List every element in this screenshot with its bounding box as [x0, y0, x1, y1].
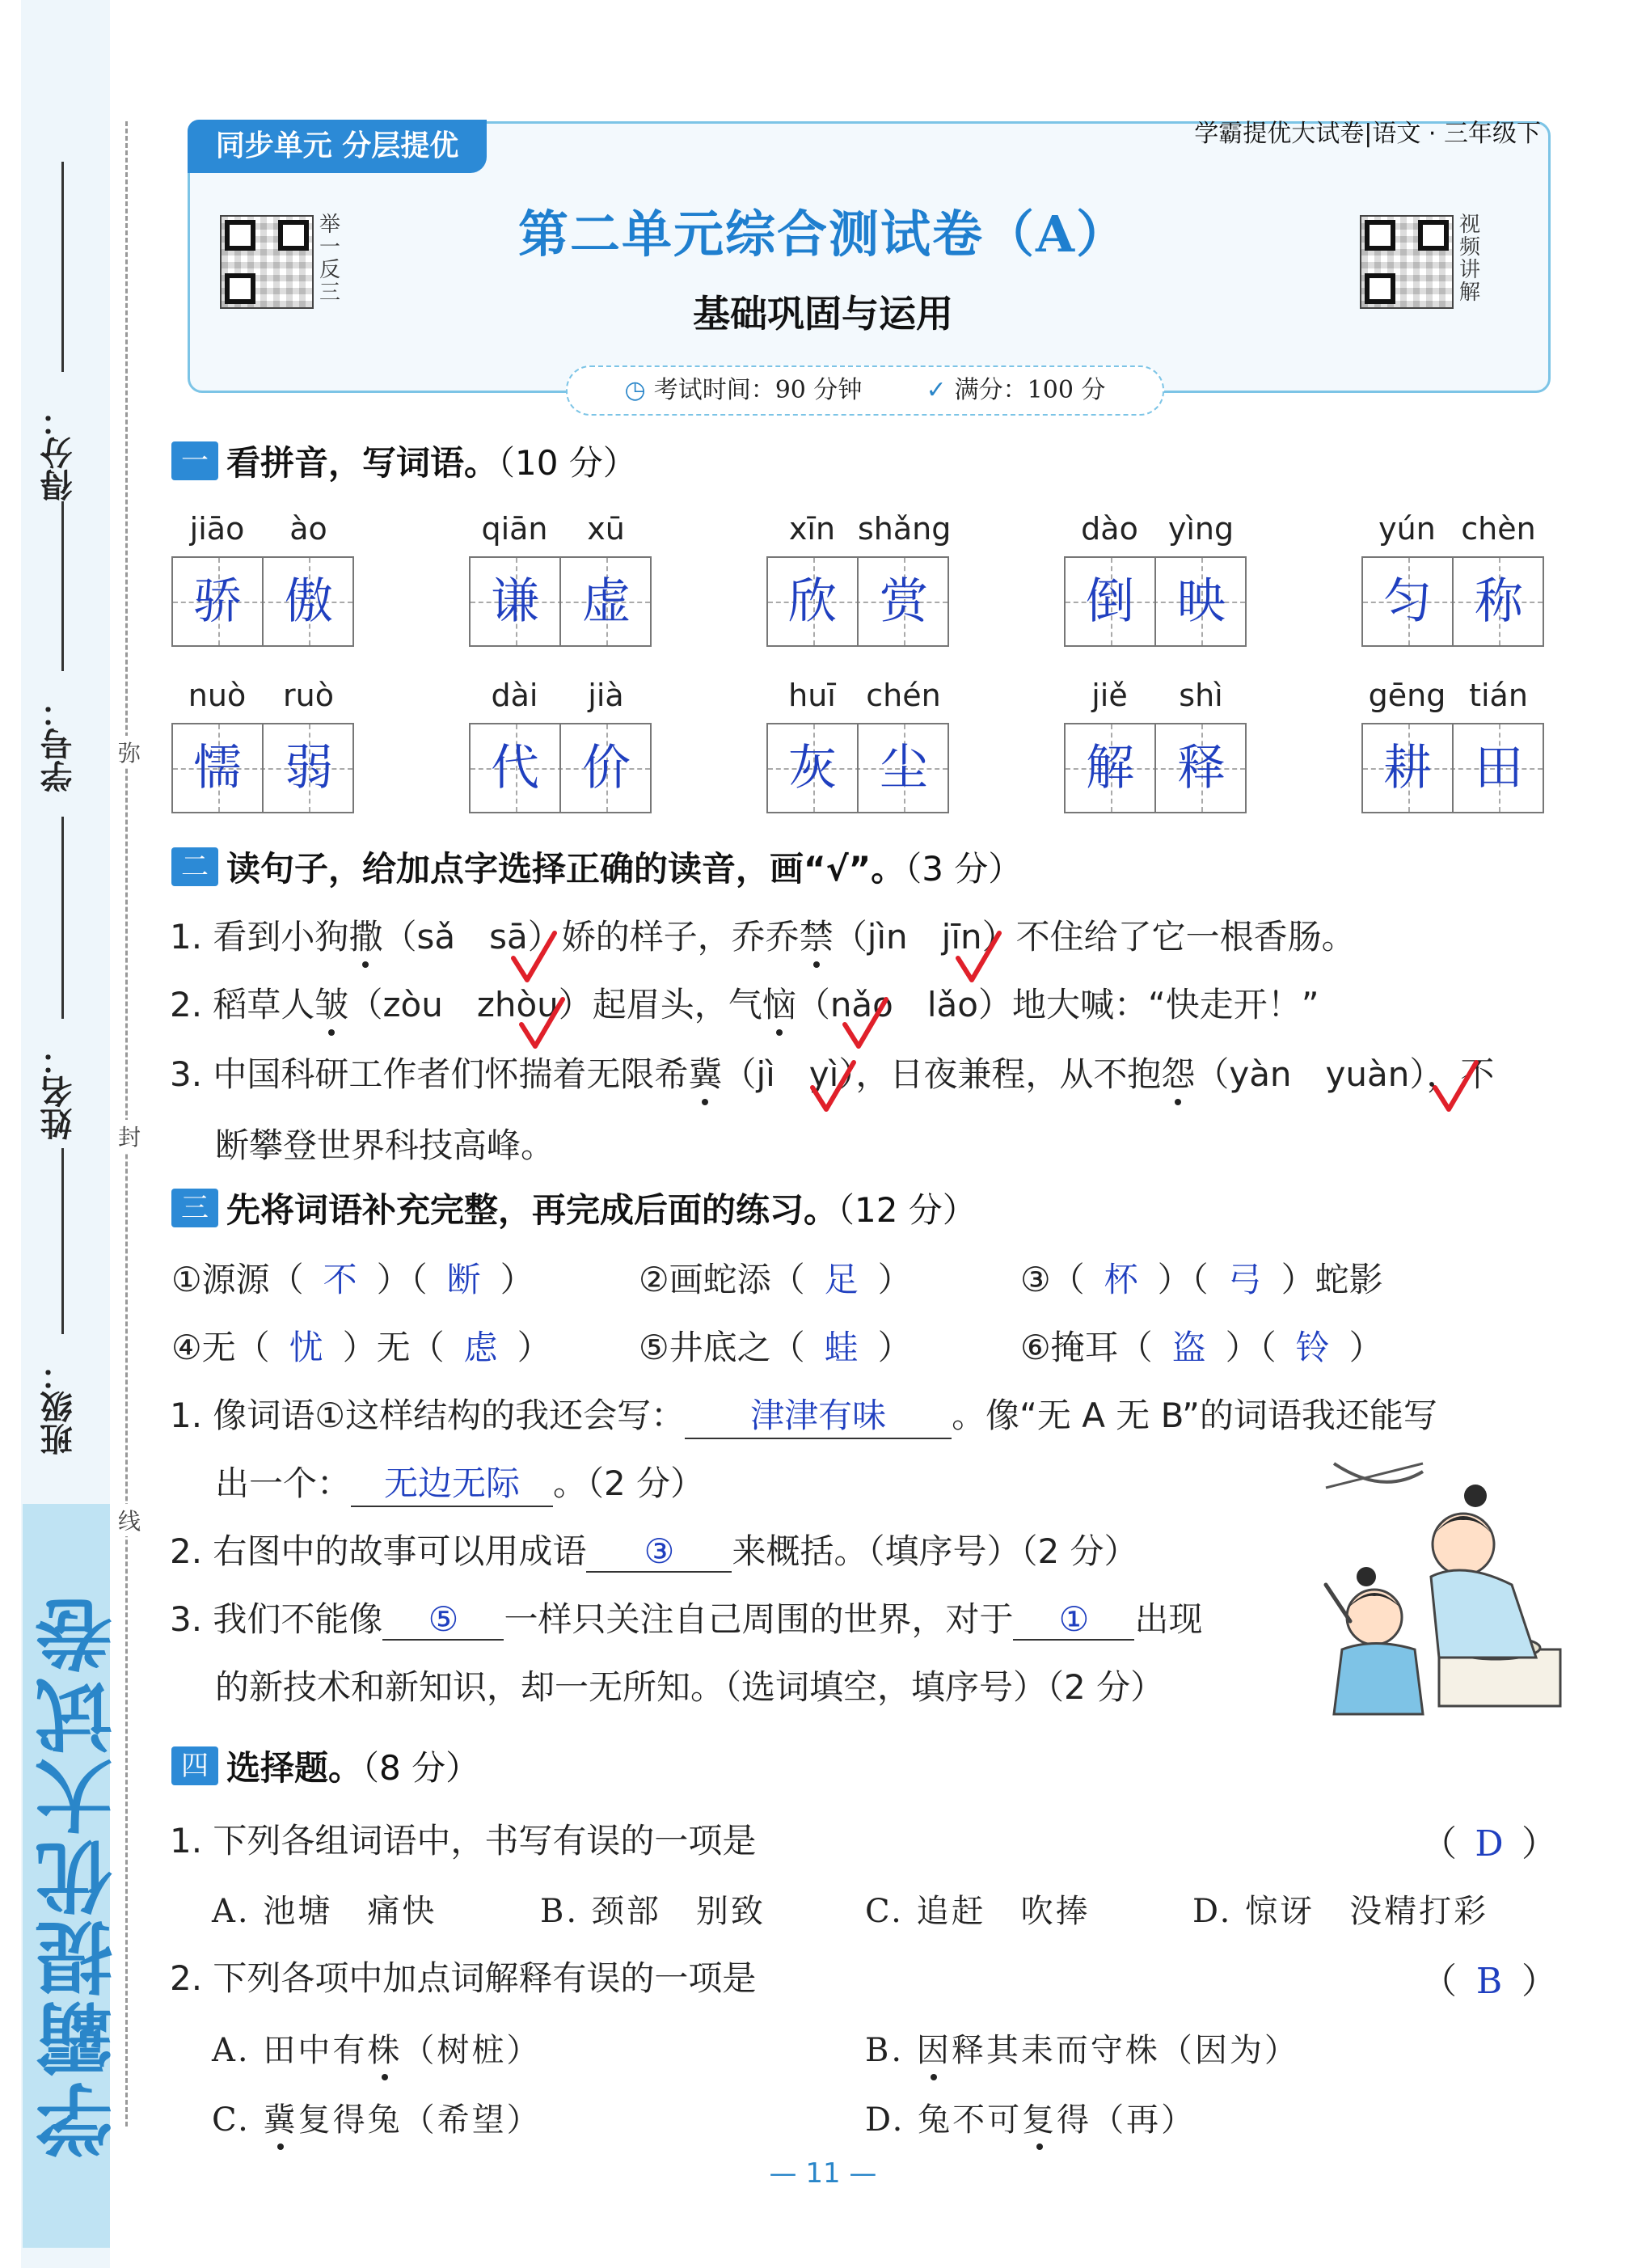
seal-mark: 封 — [118, 1120, 141, 1152]
check-mark-icon — [509, 930, 558, 986]
reading-question-3-continued: 断攀登世界科技高峰。 — [215, 1126, 555, 1165]
written-character[interactable]: 代 — [471, 724, 561, 812]
character-writing-box[interactable] — [1064, 723, 1247, 813]
section-points: （10 分） — [498, 443, 637, 483]
name-label: 姓名： — [40, 1043, 78, 1140]
pinyin-label — [171, 511, 354, 551]
class-field[interactable] — [61, 1148, 64, 1334]
exam-time: 考试时间：90 分钟 — [653, 376, 863, 404]
written-character[interactable]: 倒 — [1066, 558, 1156, 645]
dotted-char: 因 — [916, 2032, 952, 2069]
dotted-char: 冀 — [263, 2101, 298, 2139]
answer-blank[interactable]: ⑤ — [382, 1599, 504, 1641]
choice-question-1-stem: 1. 下列各组词语中，书写有误的一项是 — [170, 1821, 757, 1860]
pinyin-syllable: yìng — [1167, 511, 1234, 547]
choice-option[interactable]: B. 颈部 别致 — [540, 1893, 766, 1930]
section-number: 一 — [171, 441, 218, 480]
choice-option[interactable]: A. 池塘 痛快 — [212, 1893, 437, 1930]
idiom-fill-answer[interactable]: 杯 — [1104, 1260, 1138, 1299]
student-id-field[interactable] — [61, 501, 64, 671]
section-number: 四 — [171, 1746, 218, 1785]
pinyin-syllable: chèn — [1461, 511, 1536, 547]
pinyin-syllable: nuò — [188, 678, 247, 713]
pinyin-label — [766, 511, 952, 551]
pinyin-syllable: chén — [866, 678, 941, 713]
idiom-fill-answer[interactable]: 不 — [323, 1260, 357, 1299]
check-mark-icon — [954, 930, 1002, 986]
section-points: （3 分） — [905, 849, 1023, 889]
choice-option[interactable]: D. 兔不可复得（再） — [865, 2101, 1197, 2139]
pinyin-label — [171, 678, 354, 718]
pinyin-label — [469, 678, 652, 718]
section-points: （8 分） — [362, 1748, 480, 1788]
pinyin-label — [1064, 678, 1247, 718]
section-title: 看拼音，写词语。 — [226, 443, 499, 483]
idiom-item: ⑤井底之（ 蛙 ） — [639, 1321, 912, 1370]
choice-answer-1: （ D ） — [1421, 1823, 1557, 1865]
reading-question-3: 3. 中国科研工作者们怀揣着无限希冀（jì yì），日夜兼程，从不抱怨（yàn yuàn），不 — [170, 1054, 1495, 1094]
written-character[interactable]: 欣 — [768, 558, 859, 645]
idiom-fill-answer[interactable]: 蛙 — [824, 1328, 859, 1367]
choice-option[interactable]: A. 田中有株（树桩） — [212, 2032, 542, 2069]
written-character[interactable]: 田 — [1475, 740, 1523, 796]
dotted-char: 株 — [367, 2032, 403, 2069]
selected-answer[interactable]: D — [1475, 1823, 1504, 1865]
pinyin-label — [766, 678, 949, 718]
idiom-fill-answer[interactable]: 铃 — [1295, 1328, 1330, 1367]
choice-option[interactable]: D. 惊讶 没精打彩 — [1192, 1893, 1489, 1930]
answer-blank[interactable]: ① — [1013, 1599, 1134, 1641]
character-writing-box[interactable] — [766, 556, 949, 647]
character-writing-box[interactable] — [171, 723, 354, 813]
pinyin-syllable: jiāo — [189, 511, 245, 547]
character-writing-box[interactable] — [1361, 556, 1544, 647]
pinyin-syllable: huī — [788, 678, 836, 713]
pinyin-syllable: shì — [1179, 678, 1223, 713]
written-character[interactable]: 虚 — [582, 573, 631, 630]
exam-info-bar — [566, 365, 1164, 416]
choice-answer-2: （ B ） — [1421, 1961, 1557, 2002]
section-title: 先将词语补充完整，再完成后面的练习。 — [226, 1190, 838, 1230]
pinyin-syllable: jià — [588, 678, 624, 713]
written-character[interactable]: 懦 — [173, 724, 264, 812]
pinyin-syllable: tián — [1469, 678, 1528, 713]
written-character[interactable]: 称 — [1475, 573, 1523, 630]
written-character[interactable]: 傲 — [285, 573, 333, 630]
idiom-question-1-continued: 出一个： 无边无际 。（2 分） — [215, 1457, 704, 1507]
pinyin-label — [469, 511, 652, 551]
pinyin-syllable: gēng — [1368, 678, 1446, 713]
idiom-fill-answer[interactable]: 盗 — [1171, 1328, 1206, 1367]
idiom-question-2: 2. 右图中的故事可以用成语 ③ 来概括。（填序号）（2 分） — [170, 1531, 1138, 1571]
unit-tag: 同步单元 分层提优 — [188, 120, 487, 173]
binding-strip — [0, 0, 154, 2268]
idiom-item: ④无（ 忧 ）无（ 虑 ） — [171, 1321, 551, 1370]
written-character[interactable]: 释 — [1177, 740, 1226, 796]
written-character[interactable]: 映 — [1177, 573, 1226, 630]
answer-blank[interactable]: 无边无际 — [351, 1457, 553, 1507]
pinyin-syllable: shǎng — [858, 511, 952, 547]
seal-mark: 线 — [118, 1504, 141, 1536]
written-character[interactable]: 尘 — [880, 740, 928, 796]
character-writing-box[interactable] — [469, 556, 652, 647]
written-character[interactable]: 价 — [582, 740, 631, 796]
exam-title: 第二单元综合测试卷（A） — [517, 205, 1129, 264]
full-score: 满分：100 分 — [954, 376, 1106, 404]
choice-question-2-stem: 2. 下列各项中加点词解释有误的一项是 — [170, 1958, 757, 1998]
dotted-char: 怨 — [1161, 1054, 1196, 1094]
idiom-item: ①源源（ 不 ）（ 断 ） — [171, 1253, 534, 1302]
idiom-question-3: 3. 我们不能像 ⑤ 一样只关注自己周围的世界，对于 ① 出现 — [170, 1599, 1203, 1639]
written-character[interactable]: 赏 — [880, 573, 928, 630]
dotted-char: 恼 — [762, 985, 796, 1024]
check-mark-icon — [841, 996, 889, 1053]
section-number: 二 — [171, 847, 218, 886]
pinyin-syllable: qiān — [481, 511, 548, 547]
check-circle-icon: ✓ — [926, 376, 947, 404]
seal-mark: 弥 — [118, 736, 141, 768]
pinyin-label — [1064, 511, 1247, 551]
class-label: 班级： — [40, 1358, 78, 1455]
idiom-fill-answer[interactable]: 忧 — [289, 1328, 323, 1367]
idiom-item: ⑥掩耳（ 盗 ）（ 铃 ） — [1020, 1321, 1383, 1370]
dotted-char: 皱 — [314, 985, 349, 1024]
character-writing-box[interactable] — [469, 723, 652, 813]
pinyin-syllable: dài — [491, 678, 538, 713]
qr-left-caption: 举一反三 — [319, 213, 341, 305]
choice-option[interactable]: C. 冀复得兔（希望） — [212, 2101, 542, 2139]
name-field[interactable] — [61, 817, 64, 1019]
story-illustration — [1302, 1455, 1568, 1730]
choice-option[interactable]: B. 因释其耒而守株（因为） — [865, 2032, 1299, 2069]
section-title: 读句子，给加点字选择正确的读音，画“√”。 — [226, 849, 905, 889]
score-label: 得分： — [40, 404, 78, 501]
page-number: — 11 — — [769, 2157, 877, 2190]
clock-icon: ◷ — [624, 376, 646, 404]
section-title: 选择题。 — [226, 1748, 363, 1788]
idiom-question-3-continued: 的新技术和新知识，却一无所知。（选词填空，填序号）（2 分） — [215, 1667, 1165, 1707]
reading-question-1: 1. 看到小狗撒（sǎ sā）娇的样子，乔乔禁（jìn jīn）不住给了它一根香肠。 — [170, 917, 1356, 957]
exam-subtitle: 基础巩固与运用 — [693, 292, 953, 336]
qr-right-caption: 视频讲解 — [1459, 213, 1481, 305]
pinyin-syllable: xīn — [788, 511, 836, 547]
character-writing-box[interactable] — [1064, 556, 1247, 647]
character-writing-box[interactable] — [171, 556, 354, 647]
written-character[interactable]: 匀 — [1363, 558, 1454, 645]
character-writing-box[interactable] — [766, 723, 949, 813]
idiom-fill-answer[interactable]: 弓 — [1227, 1260, 1262, 1299]
idiom-fill-answer[interactable]: 断 — [446, 1260, 481, 1299]
section-4-heading — [171, 1742, 479, 1790]
check-mark-icon — [808, 1059, 857, 1116]
student-id-label: 学号： — [40, 695, 78, 792]
idiom-question-1: 1. 像词语①这样结构的我还会写： 津津有味 。像“无 A 无 B”的词语我还能写 — [170, 1389, 1437, 1439]
pinyin-syllable: ào — [289, 511, 327, 547]
written-character[interactable]: 解 — [1066, 724, 1156, 812]
dotted-char: 禁 — [799, 917, 834, 957]
section-1-heading — [171, 437, 637, 485]
pinyin-syllable: dào — [1081, 511, 1138, 547]
reading-question-2: 2. 稻草人皱（zòu zhòu）起眉头，气恼（nǎo lǎo）地大喊：“快走开！” — [170, 985, 1319, 1024]
section-points: （12 分） — [838, 1190, 977, 1230]
dotted-char: 冀 — [688, 1054, 723, 1094]
idiom-fill-answer[interactable]: 足 — [824, 1260, 859, 1299]
pinyin-syllable: jiě — [1091, 678, 1128, 713]
idiom-item: ②画蛇添（ 足 ） — [639, 1253, 912, 1302]
idiom-item: ③（ 杯 ）（ 弓 ）蛇影 — [1020, 1253, 1383, 1302]
answer-blank[interactable]: 津津有味 — [685, 1389, 952, 1439]
written-character[interactable]: 弱 — [285, 740, 333, 796]
score-field[interactable] — [61, 162, 64, 372]
brand-logo-text: 学霸提优大试卷 — [35, 1593, 125, 2159]
selected-answer[interactable]: B — [1475, 1961, 1503, 2002]
written-character[interactable]: 骄 — [173, 558, 264, 645]
idiom-fill-answer[interactable]: 虑 — [463, 1328, 498, 1367]
pinyin-syllable: xū — [587, 511, 625, 547]
character-writing-box[interactable] — [1361, 723, 1544, 813]
written-character[interactable]: 耕 — [1363, 724, 1454, 812]
dotted-char: 复 — [1022, 2101, 1057, 2139]
series-label: 学霸提优大试卷|语文 · 三年级下 — [1194, 120, 1541, 148]
section-3-heading — [171, 1184, 977, 1232]
section-2-heading — [171, 843, 1022, 891]
pinyin-syllable: yún — [1378, 511, 1436, 547]
dotted-char: 撒 — [348, 917, 383, 957]
written-character[interactable]: 谦 — [471, 558, 561, 645]
choice-option[interactable]: C. 追赶 吹捧 — [865, 1893, 1091, 1930]
pinyin-syllable: ruò — [283, 678, 334, 713]
written-character[interactable]: 灰 — [768, 724, 859, 812]
answer-blank[interactable]: ③ — [586, 1531, 732, 1573]
check-mark-icon — [517, 996, 566, 1053]
check-mark-icon — [1431, 1059, 1479, 1116]
pinyin-label — [1361, 678, 1544, 718]
section-number: 三 — [171, 1189, 218, 1227]
pinyin-label — [1361, 511, 1544, 551]
